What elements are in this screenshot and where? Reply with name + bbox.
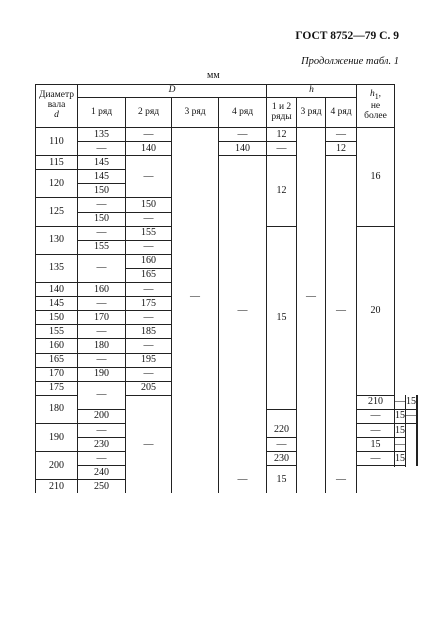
cell-D3: —	[172, 128, 219, 466]
cell-D2: —	[126, 339, 172, 353]
header-h1: $h_1$, не более	[357, 85, 395, 128]
cell-D1: —	[78, 142, 126, 156]
cell-D2: —	[126, 156, 172, 198]
cell-h12: 15	[267, 226, 297, 409]
cell-h3	[297, 480, 326, 494]
cell-D2: 140	[126, 142, 172, 156]
cell-D1: —	[78, 198, 126, 212]
cell-d: 190	[36, 423, 78, 451]
cell-D2: 160	[126, 254, 172, 268]
cell-h1-blank	[417, 395, 418, 465]
cell-D1: 150	[78, 212, 126, 226]
cell-D2: 165	[126, 268, 172, 282]
cell-d: 155	[36, 325, 78, 339]
cell-D3	[172, 466, 219, 480]
cell-D1: 150	[78, 184, 126, 198]
cell-D4: 210	[357, 395, 395, 409]
cell-h12: —	[267, 142, 297, 156]
cell-D4: —	[357, 409, 395, 423]
cell-D2: —	[126, 283, 172, 297]
header-D-row3: 3 ряд	[172, 98, 219, 128]
cell-d: 200	[36, 452, 78, 480]
header-D-row4: 4 ряд	[219, 98, 267, 128]
header-D: D	[78, 85, 267, 98]
cell-h4: —	[395, 438, 406, 452]
cell-D1: 250	[78, 480, 126, 494]
cell-h12: —	[357, 452, 395, 466]
cell-h3: —	[297, 128, 326, 466]
cell-D2: 150	[126, 198, 172, 212]
cell-d: 210	[36, 480, 78, 494]
cell-D4: —	[267, 438, 297, 452]
cell-D2: —	[126, 311, 172, 325]
cell-h4: 15	[406, 395, 417, 409]
cell-D2: 155	[126, 226, 172, 240]
cell-D1: 200	[78, 409, 126, 423]
header-h: h	[267, 85, 357, 98]
cell-D4: 140	[219, 142, 267, 156]
cell-D1: 135	[78, 128, 126, 142]
cell-D1: —	[78, 353, 126, 367]
table-continuation-note: Продолжение табл. 1	[301, 56, 399, 67]
cell-D1: 230	[78, 438, 126, 452]
cell-D1: —	[78, 254, 126, 282]
cell-h4: —	[326, 128, 357, 142]
cell-h12: —	[357, 423, 395, 437]
cell-D3	[172, 480, 219, 494]
cell-h1: 16	[357, 128, 395, 227]
cell-h12: 15	[267, 466, 297, 494]
cell-d: 115	[36, 156, 78, 170]
cell-D1: —	[78, 381, 126, 409]
cell-D2: —	[126, 212, 172, 226]
cell-h4: —	[326, 466, 357, 494]
cell-D1: 170	[78, 311, 126, 325]
cell-d: 130	[36, 226, 78, 254]
cell-h12: —	[395, 395, 406, 409]
cell-D1: —	[78, 325, 126, 339]
cell-d: 170	[36, 367, 78, 381]
cell-D4: 220	[267, 423, 297, 437]
cell-h4: 15	[395, 423, 406, 437]
cell-D1: 145	[78, 170, 126, 184]
header-d: Диаметр вала d	[36, 85, 78, 128]
cell-D2: —	[126, 240, 172, 254]
cell-h12: 12	[267, 128, 297, 142]
header-h-row3: 3 ряд	[297, 98, 326, 128]
cell-h12: 12	[267, 156, 297, 226]
cell-D4: —	[219, 128, 267, 142]
cell-d: 110	[36, 128, 78, 156]
header-D-row2: 2 ряд	[126, 98, 172, 128]
cell-h4: —	[326, 156, 357, 466]
dimensions-table	[35, 84, 418, 493]
cell-D1: 190	[78, 367, 126, 381]
cell-D2: —	[126, 395, 172, 493]
cell-D1: 160	[78, 283, 126, 297]
cell-d: 165	[36, 353, 78, 367]
cell-d: 140	[36, 283, 78, 297]
cell-D1: —	[78, 452, 126, 466]
cell-h1: 20	[357, 226, 395, 395]
cell-d: 125	[36, 198, 78, 226]
cell-D1: —	[78, 423, 126, 437]
cell-d: 145	[36, 297, 78, 311]
cell-D2: 175	[126, 297, 172, 311]
cell-d: 150	[36, 311, 78, 325]
cell-h3	[297, 466, 326, 480]
header-D-row1: 1 ряд	[78, 98, 126, 128]
cell-D1: 240	[78, 466, 126, 480]
page-header: ГОСТ 8752—79 С. 9	[295, 30, 399, 42]
cell-D2: —	[126, 128, 172, 142]
cell-h12: 15	[357, 438, 395, 452]
cell-d: 180	[36, 395, 78, 423]
cell-D4: —	[219, 156, 267, 466]
header-h-row12: 1 и 2 ряды	[267, 98, 297, 128]
cell-D4: 230	[267, 452, 297, 466]
cell-D1: —	[78, 297, 126, 311]
cell-h4: 12	[326, 142, 357, 156]
cell-D4: —	[219, 466, 267, 494]
header-h-row4: 4 ряд	[326, 98, 357, 128]
cell-D2: 205	[126, 381, 172, 395]
cell-h12: 15	[395, 409, 406, 423]
cell-h4: —	[406, 409, 417, 423]
cell-D2: 185	[126, 325, 172, 339]
cell-D1: —	[78, 226, 126, 240]
cell-D1: 155	[78, 240, 126, 254]
cell-D2: —	[126, 367, 172, 381]
cell-d: 175	[36, 381, 78, 395]
cell-d: 120	[36, 170, 78, 198]
cell-h4: 15	[395, 452, 406, 466]
unit-label: мм	[207, 70, 220, 81]
cell-D2: 195	[126, 353, 172, 367]
cell-d: 135	[36, 254, 78, 282]
cell-d: 160	[36, 339, 78, 353]
cell-D1: 145	[78, 156, 126, 170]
cell-D1: 180	[78, 339, 126, 353]
